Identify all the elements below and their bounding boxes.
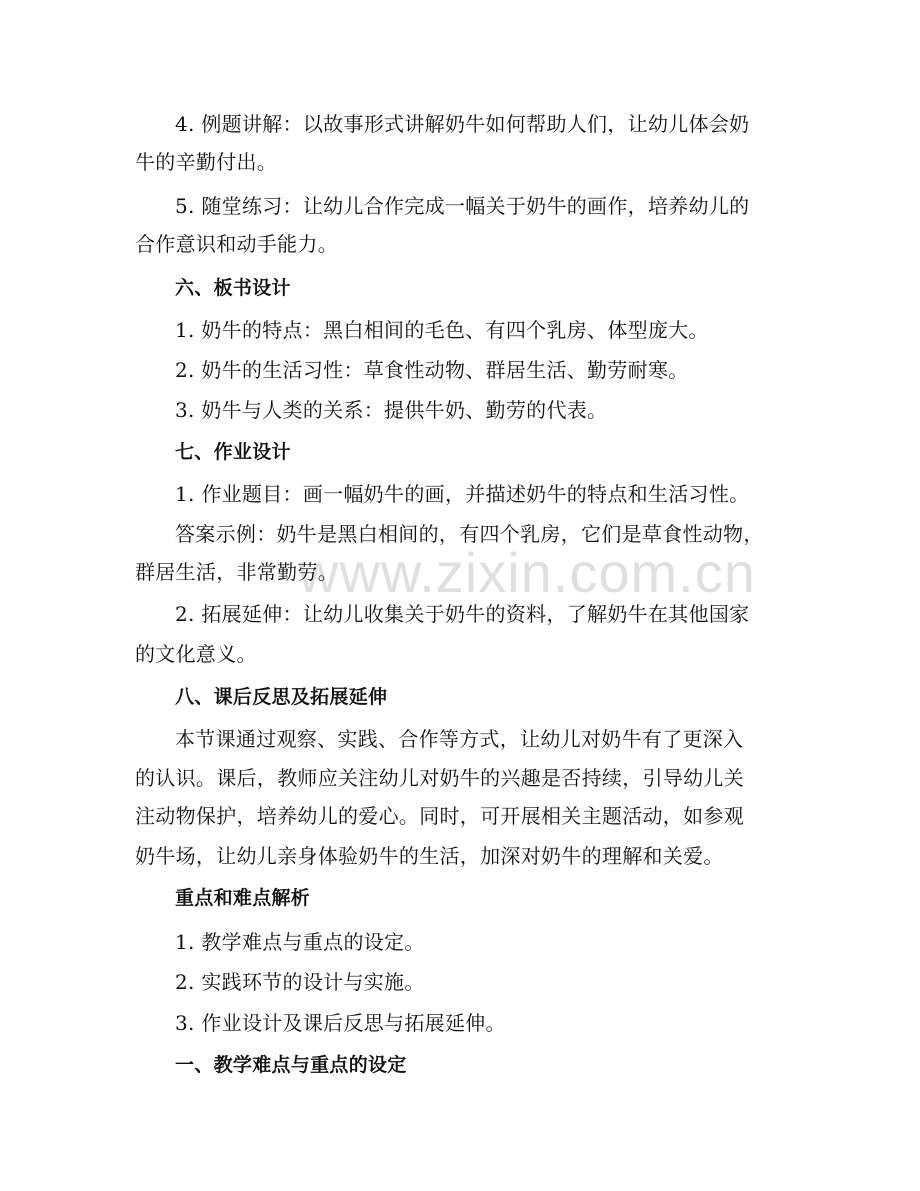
section-heading: 一、教学难点与重点的设定: [175, 1054, 407, 1076]
paragraph-line: 注动物保护，培养幼儿的爱心。同时，可开展相关主题活动，如参观: [135, 804, 744, 828]
section-heading: 六、板书设计: [175, 277, 291, 299]
watermark: www.zixin.com.cn: [298, 541, 756, 604]
paragraph-line: 奶牛场，让幼儿亲身体验奶牛的生活，加深对奶牛的理解和关爱。: [135, 844, 724, 868]
paragraph-line: 的认识。课后，教师应关注幼儿对奶牛的兴趣是否持续，引导幼儿关: [135, 766, 744, 790]
paragraph-line: 合作意识和动手能力。: [135, 232, 338, 256]
paragraph-line: 答案示例：奶牛是黑白相间的，有四个乳房，它们是草食性动物，: [175, 522, 764, 546]
list-item: 1. 教学难点与重点的设定。: [175, 930, 425, 954]
list-item: 1. 作业题目：画一幅奶牛的画，并描述奶牛的特点和生活习性。: [175, 482, 750, 506]
list-item: 2. 实践环节的设计与实施。: [175, 970, 425, 994]
list-item: 3. 奶牛与人类的关系：提供牛奶、勤劳的代表。: [175, 398, 608, 422]
section-heading: 重点和难点解析: [175, 887, 311, 909]
section-heading: 八、课后反思及拓展延伸: [175, 686, 388, 708]
paragraph-line: 的文化意义。: [135, 642, 257, 666]
paragraph-line: 本节课通过观察、实践、合作等方式，让幼儿对奶牛有了更深入: [175, 727, 744, 751]
list-item: 2. 奶牛的生活习性：草食性动物、群居生活、勤劳耐寒。: [175, 358, 689, 382]
list-item: 2. 拓展延伸：让幼儿收集关于奶牛的资料，了解奶牛在其他国家: [175, 602, 750, 626]
paragraph-line: 5. 随堂练习：让幼儿合作完成一幅关于奶牛的画作，培养幼儿的: [175, 194, 750, 218]
paragraph-line: 4. 例题讲解：以故事形式讲解奶牛如何帮助人们，让幼儿体会奶: [175, 112, 750, 136]
paragraph-line: 群居生活，非常勤劳。: [135, 560, 338, 584]
list-item: 1. 奶牛的特点：黑白相间的毛色、有四个乳房、体型庞大。: [175, 318, 709, 342]
paragraph-line: 牛的辛勤付出。: [135, 150, 278, 174]
section-heading: 七、作业设计: [175, 441, 291, 463]
list-item: 3. 作业设计及课后反思与拓展延伸。: [175, 1011, 506, 1035]
